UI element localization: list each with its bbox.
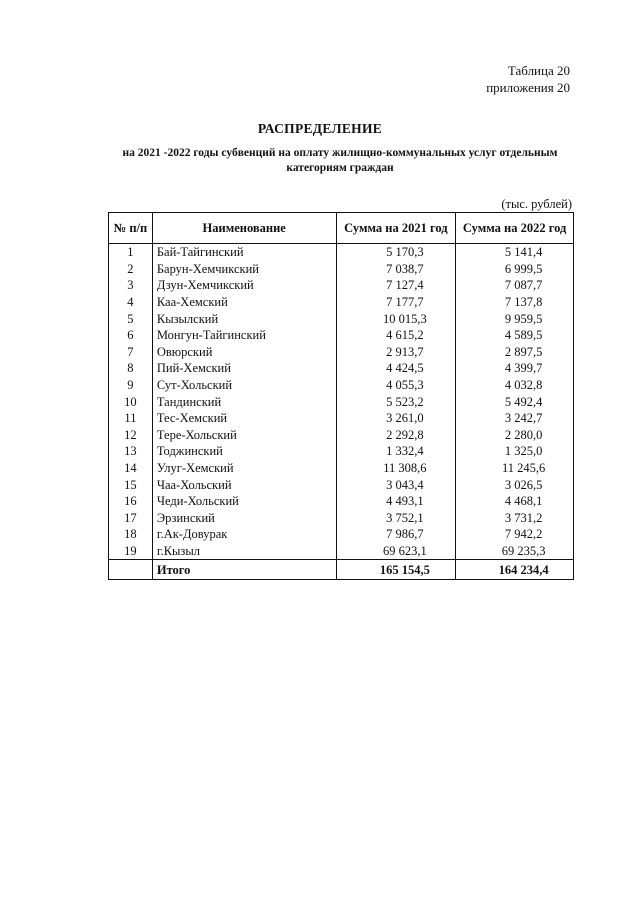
row-number: 6 (109, 327, 153, 344)
row-sum-2021: 69 623,1 (336, 543, 456, 560)
table-row (109, 510, 574, 527)
row-name: Тес-Хемский (152, 410, 336, 427)
table-row (109, 460, 574, 477)
header-sum-2021: Сумма на 2021 год (336, 213, 456, 244)
row-sum-2022: 1 325,0 (456, 443, 574, 460)
row-sum-2021: 7 177,7 (336, 294, 456, 311)
row-sum-2022: 6 999,5 (456, 261, 574, 278)
row-sum-2021: 7 127,4 (336, 277, 456, 294)
table-row (109, 344, 574, 361)
row-number: 9 (109, 377, 153, 394)
table-row (109, 261, 574, 278)
total-sum-2022: 164 234,4 (456, 560, 574, 580)
row-number: 7 (109, 344, 153, 361)
row-number: 11 (109, 410, 153, 427)
row-sum-2022: 3 242,7 (456, 410, 574, 427)
header-number: № п/п (109, 213, 153, 244)
table-row (109, 377, 574, 394)
table-body (109, 244, 574, 580)
row-name: Эрзинский (152, 510, 336, 527)
total-row (109, 560, 574, 580)
row-name: Чаа-Хольский (152, 476, 336, 493)
annex-reference (486, 62, 570, 96)
row-sum-2021: 2 913,7 (336, 344, 456, 361)
row-name: Тоджинский (152, 443, 336, 460)
row-sum-2022: 7 942,2 (456, 526, 574, 543)
row-name: Дзун-Хемчикский (152, 277, 336, 294)
row-sum-2022: 3 026,5 (456, 476, 574, 493)
table-row (109, 476, 574, 493)
annex-table-number: Таблица 20 (507, 63, 570, 78)
row-number: 15 (109, 476, 153, 493)
row-name: Кызылский (152, 310, 336, 327)
header-name: Наименование (152, 213, 336, 244)
table-row (109, 244, 574, 261)
row-sum-2022: 7 087,7 (456, 277, 574, 294)
row-sum-2021: 4 615,2 (336, 327, 456, 344)
row-number: 2 (109, 261, 153, 278)
row-number: 5 (109, 310, 153, 327)
document-title: РАСПРЕДЕЛЕНИЕ (257, 121, 383, 136)
table-row (109, 310, 574, 327)
row-name: Улуг-Хемский (152, 460, 336, 477)
row-name: Тандинский (152, 393, 336, 410)
unit-label: (тыс. рублей) (501, 197, 572, 211)
row-sum-2021: 4 493,1 (336, 493, 456, 510)
row-sum-2021: 7 038,7 (336, 261, 456, 278)
row-sum-2022: 5 492,4 (456, 393, 574, 410)
distribution-table (108, 212, 574, 580)
row-name: Сут-Хольский (152, 377, 336, 394)
row-name: Пий-Хемский (152, 360, 336, 377)
document-subtitle: на 2021 -2022 годы субвенций на оплату жилищно-коммунальных услуг отдельным категориям граждан (122, 147, 558, 174)
row-sum-2021: 5 523,2 (336, 393, 456, 410)
row-sum-2022: 4 468,1 (456, 493, 574, 510)
row-number: 18 (109, 526, 153, 543)
table-row (109, 393, 574, 410)
row-sum-2021: 10 015,3 (336, 310, 456, 327)
row-name: Каа-Хемский (152, 294, 336, 311)
total-number (109, 560, 153, 580)
row-number: 1 (109, 244, 153, 261)
row-number: 8 (109, 360, 153, 377)
row-name: Бай-Тайгинский (152, 244, 336, 261)
table-row (109, 543, 574, 560)
row-sum-2021: 11 308,6 (336, 460, 456, 477)
row-sum-2022: 2 280,0 (456, 427, 574, 444)
header-sum-2022: Сумма на 2022 год (456, 213, 574, 244)
table-row (109, 410, 574, 427)
table-row (109, 526, 574, 543)
row-name: Барун-Хемчикский (152, 261, 336, 278)
row-number: 10 (109, 393, 153, 410)
row-sum-2021: 1 332,4 (336, 443, 456, 460)
table-row (109, 443, 574, 460)
row-sum-2022: 4 399,7 (456, 360, 574, 377)
row-sum-2021: 3 261,0 (336, 410, 456, 427)
row-sum-2021: 4 424,5 (336, 360, 456, 377)
row-sum-2022: 69 235,3 (456, 543, 574, 560)
row-sum-2021: 5 170,3 (336, 244, 456, 261)
row-number: 4 (109, 294, 153, 311)
row-name: Тере-Хольский (152, 427, 336, 444)
table-row (109, 427, 574, 444)
table-row (109, 294, 574, 311)
row-name: Монгун-Тайгинский (152, 327, 336, 344)
table-header-row (109, 213, 574, 244)
row-number: 3 (109, 277, 153, 294)
table-row (109, 360, 574, 377)
row-sum-2022: 4 589,5 (456, 327, 574, 344)
table-row (109, 327, 574, 344)
row-sum-2021: 7 986,7 (336, 526, 456, 543)
row-sum-2022: 2 897,5 (456, 344, 574, 361)
row-sum-2022: 4 032,8 (456, 377, 574, 394)
row-number: 19 (109, 543, 153, 560)
row-sum-2022: 11 245,6 (456, 460, 574, 477)
total-sum-2021: 165 154,5 (336, 560, 456, 580)
total-label: Итого (152, 560, 336, 580)
row-sum-2022: 9 959,5 (456, 310, 574, 327)
row-name: Чеди-Хольский (152, 493, 336, 510)
row-number: 16 (109, 493, 153, 510)
row-sum-2021: 2 292,8 (336, 427, 456, 444)
row-sum-2022: 7 137,8 (456, 294, 574, 311)
row-sum-2022: 5 141,4 (456, 244, 574, 261)
annex-appendix-number: приложения 20 (486, 80, 570, 95)
row-sum-2021: 3 043,4 (336, 476, 456, 493)
row-sum-2022: 3 731,2 (456, 510, 574, 527)
row-name: г.Кызыл (152, 543, 336, 560)
row-number: 14 (109, 460, 153, 477)
table-row (109, 277, 574, 294)
row-name: Овюрский (152, 344, 336, 361)
row-number: 17 (109, 510, 153, 527)
row-name: г.Ак-Довурак (152, 526, 336, 543)
row-number: 13 (109, 443, 153, 460)
table-row (109, 493, 574, 510)
row-number: 12 (109, 427, 153, 444)
row-sum-2021: 3 752,1 (336, 510, 456, 527)
row-sum-2021: 4 055,3 (336, 377, 456, 394)
